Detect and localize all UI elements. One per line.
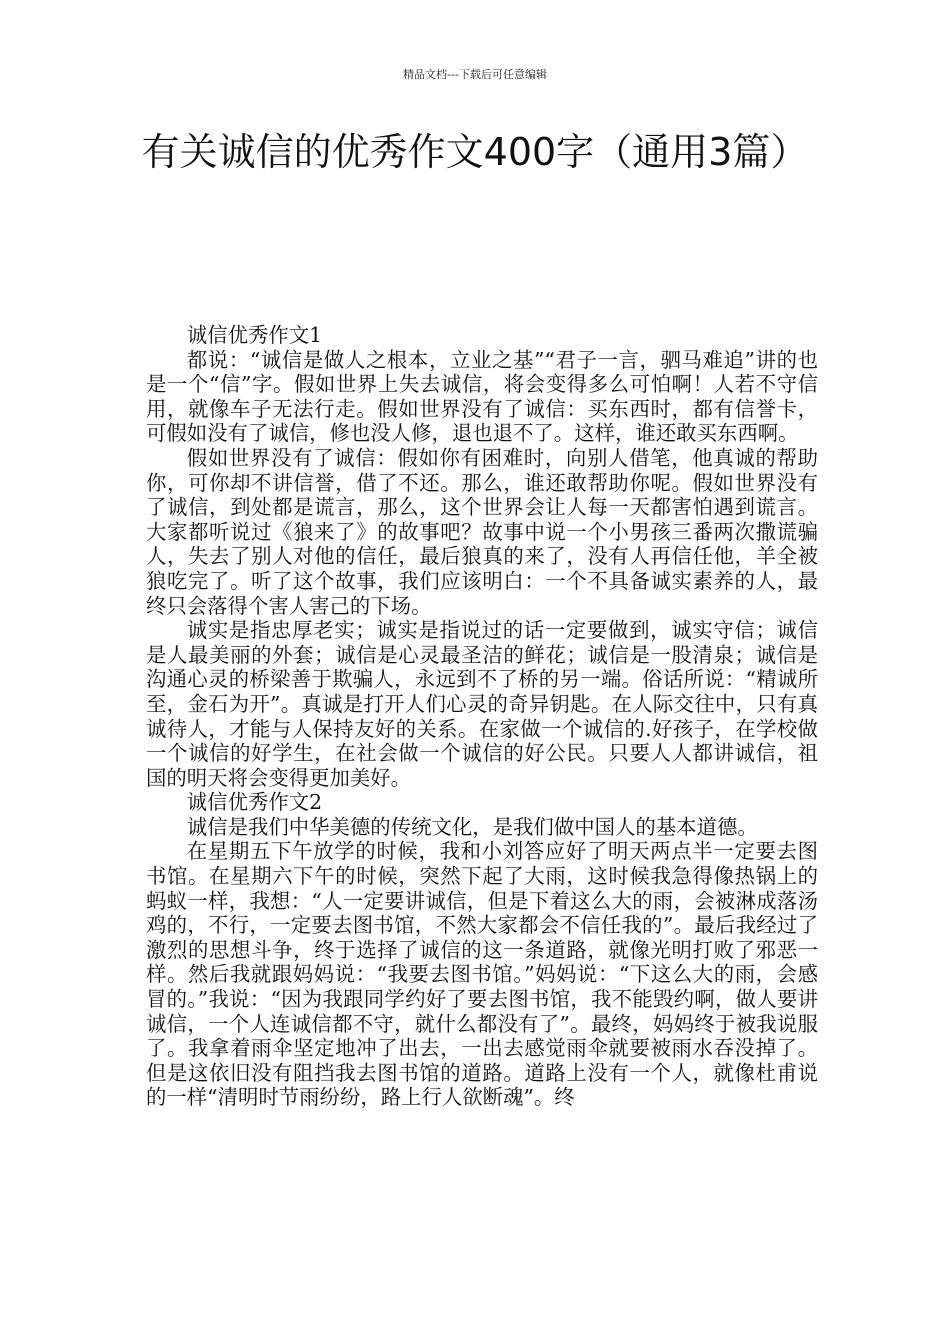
paragraph: 诚实是指忠厚老实；诚实是指说过的话一定要做到，诚实守信；诚信是人最美丽的外套；诚信是心灵最圣洁的鲜花；诚信是一股清泉；诚信是沟通心灵的桥梁善于欺骗人，永远到不了桥的另一端。俗话所说：“精诚所至，金石为开”。真诚是打开人们心灵的奇异钥匙。在人际交往中，只有真诚待人，才能与人保持友好的关系。在家做一个诚信的.好孩子，在学校做一个诚信的好学生，在社会做一个诚信的好公民。只要人人都讲诚信，祖国的明天将会变得更加美好。 xyxy=(146,618,818,790)
paragraph: 都说：“诚信是做人之根本，立业之基”“君子一言，驷马难追”讲的也是一个“信”字。假如世界上失去诚信，将会变得多么可怕啊！人若不守信用，就像车子无法行走。假如世界没有了诚信：买东西时，都有信誉卡，可假如没有了诚信，修也没人修，退也退不了。这样，谁还敢买东西啊。 xyxy=(146,347,818,446)
section-title: 诚信优秀作文1 xyxy=(186,323,323,347)
paragraph: 诚信是我们中华美德的传统文化，是我们做中国人的基本道德。 xyxy=(186,814,758,839)
page-header: 精品文档---下载后可任意编辑 xyxy=(403,68,547,81)
document-title: 有关诚信的优秀作文400字（通用3篇） xyxy=(141,130,809,174)
paragraph: 假如世界没有了诚信：假如你有困难时，向别人借笔，他真诚的帮助你，可你却不讲信誉，借了不还。那么，谁还敢帮助你呢。假如世界没有了诚信，到处都是谎言，那么，这个世界会让人每一天都害怕遇到谎言。大家都听说过《狼来了》的故事吧？故事中说一个小男孩三番两次撒谎骗人，失去了别人对他的信任，最后狼真的来了，没有人再信任他，羊全被狼吃完了。听了这个故事，我们应该明白：一个不具备诚实素养的人，最终只会落得个害人害己的下场。 xyxy=(146,445,818,618)
section-title: 诚信优秀作文2 xyxy=(186,790,323,815)
document-body xyxy=(146,323,818,1110)
paragraph: 在星期五下午放学的时候，我和小刘答应好了明天两点半一定要去图书馆。在星期六下午的时候，突然下起了大雨，这时候我急得像热锅上的蚂蚁一样，我想：“人一定要讲诚信，但是下着这么大的雨，会被淋成落汤鸡的，不行，一定要去图书馆，不然大家都会不信任我的”。最后我经过了激烈的思想斗争，终于选择了诚信的这一条道路，就像光明打败了邪恶一样。然后我就跟妈妈说：“我要去图书馆。”妈妈说：“下这么大的雨，会感冒的。”我说：“因为我跟同学约好了要去图书馆，我不能毁约啊，做人要讲诚信，一个人连诚信都不守，就什么都没有了”。最终，妈妈终于被我说服了。我拿着雨伞坚定地冲了出去，一出去感觉雨伞就要被雨水吞没掉了。但是这依旧没有阻挡我去图书馆的道路。道路上没有一个人，就像杜甫说的一样“清明时节雨纷纷，路上行人欲断魂”。终 xyxy=(146,839,818,1110)
